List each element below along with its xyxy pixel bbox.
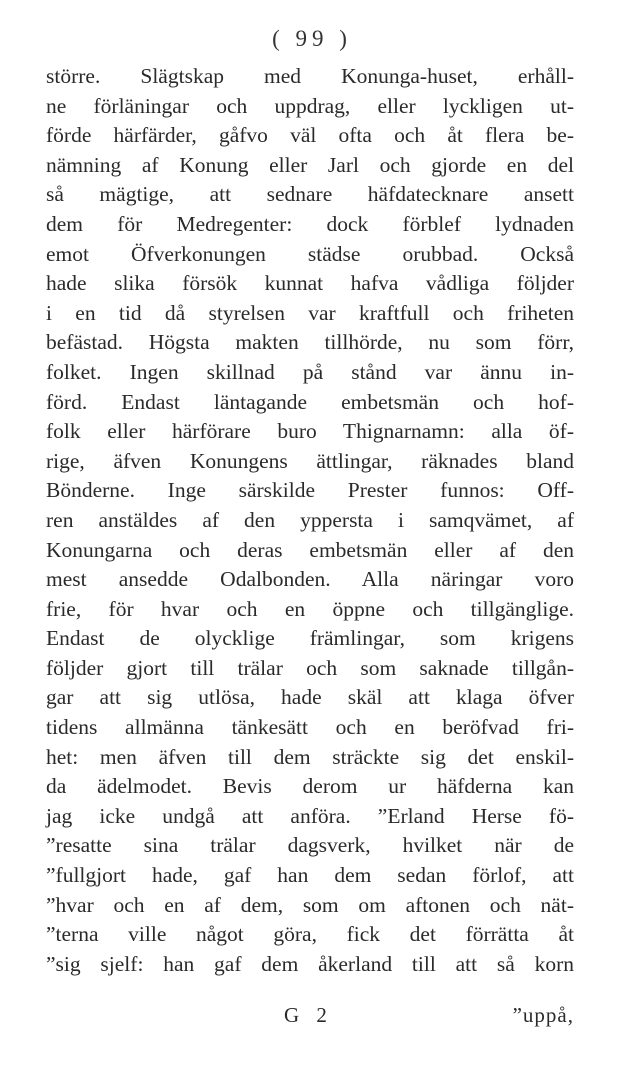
page-number: ( 99 ) <box>272 26 352 51</box>
text-line: da ädelmodet. Bevis derom ur häfderna kan <box>46 774 574 799</box>
text-line: ”hvar och en af dem, som om aftonen och nät- <box>46 892 574 917</box>
signature-mark: G 2 <box>284 1003 333 1027</box>
text-line: Konungarna och deras embetsmän eller af den <box>46 537 574 562</box>
text-line: jag icke undgå att anföra. ”Erland Herse fö- <box>46 803 574 828</box>
text-line: mest ansedde Odalbonden. Alla näringar voro <box>46 567 574 592</box>
text-line: ”sig sjelf: han gaf dem åkerland till att så korn <box>46 951 574 976</box>
page-footer <box>46 1000 574 1030</box>
text-line: het: men äfven till dem sträckte sig det enskil- <box>46 744 574 769</box>
text-line: ”fullgjort hade, gaf han dem sedan förlof, att <box>46 863 574 888</box>
text-line: ”terna ville något göra, fick det förrätta åt <box>46 922 574 947</box>
text-line: frie, för hvar och en öppne och tillgänglige. <box>46 596 574 621</box>
text-line: förd. Endast läntagande embetsmän och hof- <box>46 389 574 414</box>
text-line: nämning af Konung eller Jarl och gjorde en del <box>46 152 574 177</box>
text-line: större. Slägtskap med Konunga-huset, erhåll- <box>46 64 574 88</box>
text-line: folk eller härförare buro Thignarnamn: alla öf- <box>46 419 574 444</box>
text-line: förde härfärder, gåfvo väl ofta och åt flera be- <box>46 123 574 148</box>
text-line: Bönderne. Inge särskilde Prester funnos: Off- <box>46 478 574 503</box>
text-line: befästad. Högsta makten tillhörde, nu som förr, <box>46 330 574 355</box>
body-text <box>46 62 574 979</box>
text-line: så mägtige, att sednare häfdatecknare ansett <box>46 182 574 207</box>
text-line: Endast de olycklige främlingar, som krigens <box>46 626 574 651</box>
text-line: rige, äfven Konungens ättlingar, räknades bland <box>46 448 574 473</box>
text-line: emot Öfverkonungen städse orubbad. Också <box>46 241 574 266</box>
text-line: ne förläningar och uppdrag, eller lyckligen ut- <box>46 93 574 118</box>
text-line: hade slika försök kunnat hafva vådliga följder <box>46 271 574 296</box>
text-line: i en tid då styrelsen var kraftfull och friheten <box>46 300 574 325</box>
text-line: ren anstäldes af den yppersta i samqvämet, af <box>46 507 574 532</box>
text-line: folket. Ingen skillnad på stånd var ännu in- <box>46 359 574 384</box>
text-line: gar att sig utlösa, hade skäl att klaga öfver <box>46 685 574 710</box>
catchword: ”uppå, <box>512 1003 574 1027</box>
text-line: tidens allmänna tänkesätt och en beröfvad fri- <box>46 715 574 740</box>
text-line: ”resatte sina trälar dagsverk, hvilket när de <box>46 833 574 858</box>
text-line: följder gjort till trälar och som saknade tillgån- <box>46 655 574 680</box>
text-line: dem för Medregenter: dock förblef lydnaden <box>46 211 574 236</box>
